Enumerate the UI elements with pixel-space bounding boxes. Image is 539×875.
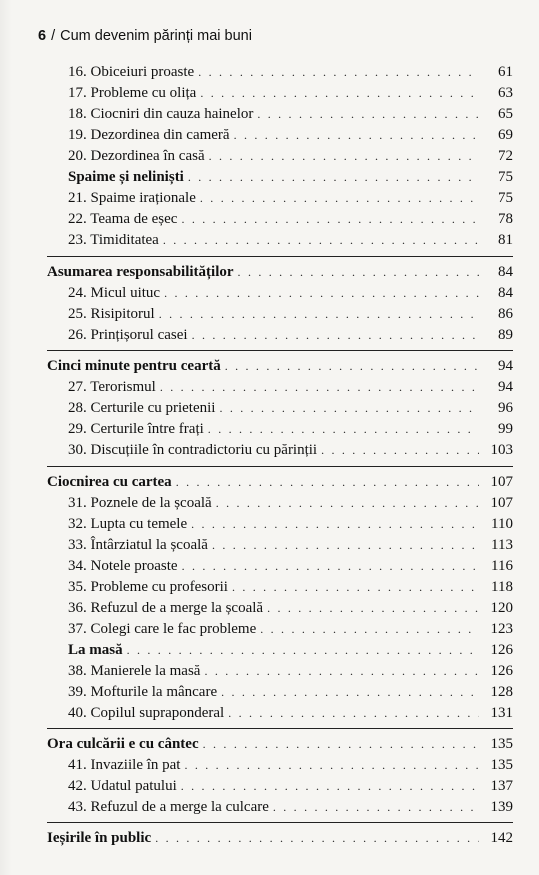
toc-entry-label: 35. Probleme cu profesorii — [68, 579, 228, 595]
toc-entry-label: 23. Timiditatea — [68, 232, 159, 248]
toc-entry-label: 30. Discuțiile în contradictoriu cu părinții — [68, 442, 318, 458]
toc-entry — [68, 556, 513, 576]
toc-entry-page: 75 — [498, 190, 513, 206]
toc-entry-page: 116 — [491, 558, 513, 574]
toc-entry — [68, 493, 513, 513]
toc-subsection — [68, 167, 513, 187]
toc-leader-dots — [160, 377, 479, 397]
toc-leader-dots — [182, 556, 479, 576]
toc-entry-page: 107 — [490, 495, 513, 511]
toc-entry-page: 65 — [498, 106, 513, 122]
toc-entry — [68, 598, 513, 618]
toc-entry-label: 33. Întârziatul la școală — [68, 537, 208, 553]
toc-leader-dots — [198, 62, 479, 82]
toc-entry-page: 86 — [498, 306, 513, 322]
toc-section-label: Cinci minute pentru ceartă — [47, 358, 221, 374]
toc-leader-dots — [209, 146, 479, 166]
toc-leader-dots — [163, 230, 479, 250]
toc-entry-label: 28. Certurile cu prietenii — [68, 400, 216, 416]
toc-entry — [68, 325, 513, 345]
toc-entry-page: 81 — [498, 232, 513, 248]
toc-entry-label: 39. Mofturile la mâncare — [68, 684, 218, 700]
toc-entry-page: 120 — [490, 600, 513, 616]
toc-entry — [68, 230, 513, 250]
toc-leader-dots — [155, 828, 479, 848]
toc-leader-dots — [181, 209, 479, 229]
toc-section — [47, 828, 513, 848]
toc-leader-dots — [260, 619, 479, 639]
toc-leader-dots — [321, 440, 479, 460]
toc-leader-dots — [221, 682, 479, 702]
toc-entry-page: 94 — [498, 379, 513, 395]
toc-subsection-label: Spaime și neliniști — [68, 169, 184, 185]
toc-entry-label: 27. Terorismul — [68, 379, 156, 395]
toc-entry — [68, 682, 513, 702]
toc-entry-page: 78 — [498, 211, 513, 227]
toc-entry — [68, 797, 513, 817]
toc-entry-page: 118 — [491, 579, 513, 595]
toc-entry-page: 135 — [490, 736, 513, 752]
toc-entry-label: 31. Poznele de la școală — [68, 495, 212, 511]
toc-entry-page: 107 — [490, 474, 513, 490]
toc-leader-dots — [273, 797, 479, 817]
toc-entry — [68, 104, 513, 124]
toc-entry-page: 128 — [490, 684, 513, 700]
toc-leader-dots — [234, 125, 479, 145]
toc-entry-label: 37. Colegi care le fac probleme — [68, 621, 257, 637]
toc-subsection-label: La masă — [68, 642, 123, 658]
toc-section-label: Ciocnirea cu cartea — [47, 474, 172, 490]
toc-leader-dots — [188, 167, 479, 187]
toc-entry-page: 139 — [490, 799, 513, 815]
toc-entry-page: 84 — [498, 285, 513, 301]
toc-leader-dots — [127, 640, 479, 660]
toc-leader-dots — [232, 577, 479, 597]
toc-entry — [68, 283, 513, 303]
toc-leader-dots — [257, 104, 479, 124]
toc-entry-page: 123 — [490, 621, 513, 637]
toc-leader-dots — [216, 493, 479, 513]
toc-leader-dots — [192, 325, 479, 345]
toc-entry-label: 32. Lupta cu temele — [68, 516, 188, 532]
toc-entry — [68, 440, 513, 460]
toc-entry-label: 24. Micul uituc — [68, 285, 161, 301]
toc-entry-page: 61 — [498, 64, 513, 80]
toc-entry-page: 131 — [490, 705, 513, 721]
toc-entry-page: 142 — [490, 830, 513, 846]
toc-entry-label: 21. Spaime iraționale — [68, 190, 196, 206]
toc-entry-label: 43. Refuzul de a merge la culcare — [68, 799, 269, 815]
toc-entry — [68, 146, 513, 166]
toc-entry — [68, 755, 513, 775]
header-separator: / — [51, 28, 56, 44]
toc-entry-page: 137 — [490, 778, 513, 794]
toc-leader-dots — [208, 419, 479, 439]
toc-entry — [68, 419, 513, 439]
toc-entry — [68, 514, 513, 534]
toc-entry-page: 110 — [491, 516, 513, 532]
toc-leader-dots — [184, 755, 479, 775]
book-title: Cum devenim părinți mai buni — [60, 28, 252, 44]
section-divider — [47, 822, 513, 823]
toc-leader-dots — [228, 703, 479, 723]
toc-entry-page: 96 — [498, 400, 513, 416]
toc-leader-dots — [238, 262, 479, 282]
toc-entry-page: 126 — [490, 663, 513, 679]
toc-entry — [68, 188, 513, 208]
toc-entry — [68, 209, 513, 229]
toc-entry-label: 25. Risipitorul — [68, 306, 155, 322]
page-number: 6 — [38, 28, 47, 44]
toc-entry — [68, 535, 513, 555]
toc-leader-dots — [200, 188, 479, 208]
toc-section — [47, 472, 513, 492]
section-divider — [47, 350, 513, 351]
toc-entry-label: 16. Obiceiuri proaste — [68, 64, 195, 80]
toc-entry — [68, 577, 513, 597]
toc-entry-page: 135 — [490, 757, 513, 773]
toc-leader-dots — [225, 356, 479, 376]
toc-section — [47, 356, 513, 376]
toc-entry-label: 41. Invaziile în pat — [68, 757, 181, 773]
toc-entry — [68, 661, 513, 681]
toc-entry-page: 126 — [490, 642, 513, 658]
toc-section-label: Ora culcării e cu cântec — [47, 736, 199, 752]
toc-leader-dots — [159, 304, 479, 324]
toc-entry-page: 103 — [490, 442, 513, 458]
toc-entry — [68, 304, 513, 324]
toc-leader-dots — [191, 514, 479, 534]
toc-leader-dots — [181, 776, 479, 796]
toc-section-label: Asumarea responsabilităților — [47, 264, 234, 280]
section-divider — [47, 256, 513, 257]
toc-entry — [68, 377, 513, 397]
toc-entry-label: 38. Manierele la masă — [68, 663, 201, 679]
toc-entry-label: 26. Prințișorul casei — [68, 327, 188, 343]
toc-leader-dots — [203, 734, 479, 754]
toc-entry — [68, 125, 513, 145]
toc-entry-label: 29. Certurile între frați — [68, 421, 204, 437]
toc-entry-label: 22. Teama de eșec — [68, 211, 178, 227]
toc-leader-dots — [219, 398, 479, 418]
toc-entry — [68, 703, 513, 723]
toc-entry-label: 17. Probleme cu olița — [68, 85, 197, 101]
toc-section — [47, 734, 513, 754]
toc-entry-page: 72 — [498, 148, 513, 164]
toc-leader-dots — [200, 83, 479, 103]
toc-entry-label: 19. Dezordinea din cameră — [68, 127, 230, 143]
toc-entry-page: 69 — [498, 127, 513, 143]
toc-entry-page: 99 — [498, 421, 513, 437]
toc-entry — [68, 83, 513, 103]
toc-leader-dots — [212, 535, 479, 555]
section-divider — [47, 728, 513, 729]
toc-entry-label: 36. Refuzul de a merge la școală — [68, 600, 264, 616]
toc-leader-dots — [267, 598, 479, 618]
toc-entry — [68, 62, 513, 82]
toc-entry-label: 42. Udatul patului — [68, 778, 177, 794]
toc-entry-page: 75 — [498, 169, 513, 185]
running-header — [38, 28, 252, 44]
toc-entry-label: 40. Copilul supraponderal — [68, 705, 225, 721]
toc-entry-page: 63 — [498, 85, 513, 101]
toc-entry-page: 113 — [491, 537, 513, 553]
toc-entry-label: 18. Ciocniri din cauza hainelor — [68, 106, 254, 122]
section-divider — [47, 466, 513, 467]
toc-leader-dots — [204, 661, 479, 681]
toc-entry — [68, 776, 513, 796]
toc-entry-page: 89 — [498, 327, 513, 343]
toc-subsection — [68, 640, 513, 660]
toc-entry — [68, 619, 513, 639]
toc-section-label: Ieșirile în public — [47, 830, 152, 846]
toc-entry-page: 84 — [498, 264, 513, 280]
toc-section — [47, 262, 513, 282]
toc-leader-dots — [176, 472, 479, 492]
toc-entry — [68, 398, 513, 418]
toc-entry-label: 20. Dezordinea în casă — [68, 148, 205, 164]
toc-leader-dots — [164, 283, 479, 303]
toc-entry-page: 94 — [498, 358, 513, 374]
toc-entry-label: 34. Notele proaste — [68, 558, 178, 574]
